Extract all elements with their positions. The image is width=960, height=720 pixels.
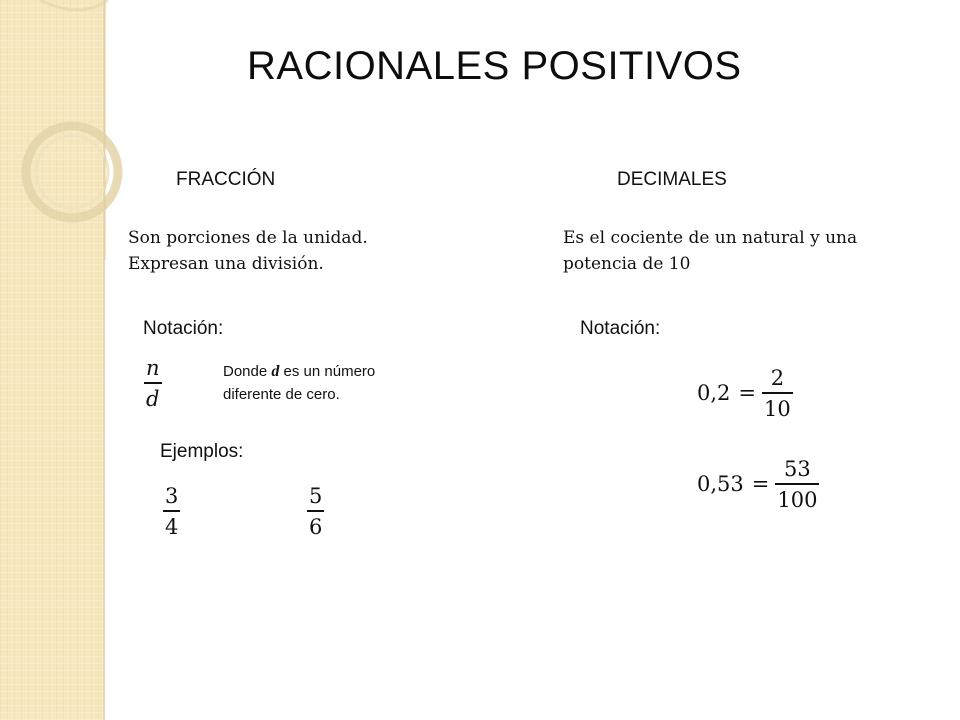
- decimales-desc-line1: Es el cociente de un natural y una: [563, 228, 858, 248]
- notation-note: [223, 360, 375, 406]
- fraction-bar: [307, 510, 324, 512]
- example-fraction-1: [163, 484, 180, 539]
- equals-sign: =: [738, 381, 757, 406]
- note-line1: [223, 360, 375, 383]
- decimal-equation-2: [697, 457, 819, 512]
- note-line2: diferente de cero.: [223, 386, 340, 403]
- equation-1-denominator: 10: [764, 396, 791, 421]
- decimales-desc-line2: potencia de 10: [563, 254, 691, 274]
- equation-2-denominator: 100: [777, 487, 818, 512]
- equation-2-lhs: 0,53: [697, 472, 744, 497]
- example-fraction-2: [307, 484, 324, 539]
- notation-fraction: [144, 356, 162, 411]
- equation-1-numerator: 2: [770, 366, 785, 390]
- ejemplos-label: Ejemplos:: [160, 441, 244, 462]
- example-1-denominator: 4: [165, 514, 179, 539]
- notation-numerator: n: [146, 356, 160, 380]
- fraction-bar: [163, 510, 180, 512]
- equation-1-fraction: [762, 366, 793, 421]
- fraction-bar: [775, 483, 819, 485]
- decimales-heading: DECIMALES: [617, 169, 727, 190]
- decimales-notacion-label: Notación:: [580, 318, 661, 339]
- equation-1-lhs: 0,2: [697, 381, 731, 406]
- decorative-rings-icon: [0, 0, 130, 260]
- example-2-denominator: 6: [309, 514, 323, 539]
- fraction-bar: [144, 382, 162, 384]
- fraccion-desc-line1: Son porciones de la unidad.: [128, 228, 368, 248]
- example-2-numerator: 5: [309, 484, 323, 508]
- equals-sign: =: [751, 472, 770, 497]
- example-1-numerator: 3: [165, 484, 179, 508]
- fraccion-desc-line2: Expresan una división.: [128, 254, 324, 274]
- note-pre: Donde: [223, 363, 272, 380]
- equation-2-numerator: 53: [784, 457, 811, 481]
- fraction-bar: [762, 392, 793, 394]
- fraccion-notacion-label: Notación:: [143, 318, 224, 339]
- decimales-description: [563, 225, 857, 277]
- note-variable: d: [271, 363, 280, 380]
- fraccion-heading: FRACCIÓN: [176, 169, 276, 190]
- decimal-equation-1: [697, 366, 793, 421]
- page-title: RACIONALES POSITIVOS: [247, 44, 742, 88]
- fraccion-description: [128, 225, 368, 277]
- equation-2-fraction: [775, 457, 819, 512]
- notation-denominator: d: [146, 386, 160, 411]
- note-post: es un número: [279, 363, 376, 380]
